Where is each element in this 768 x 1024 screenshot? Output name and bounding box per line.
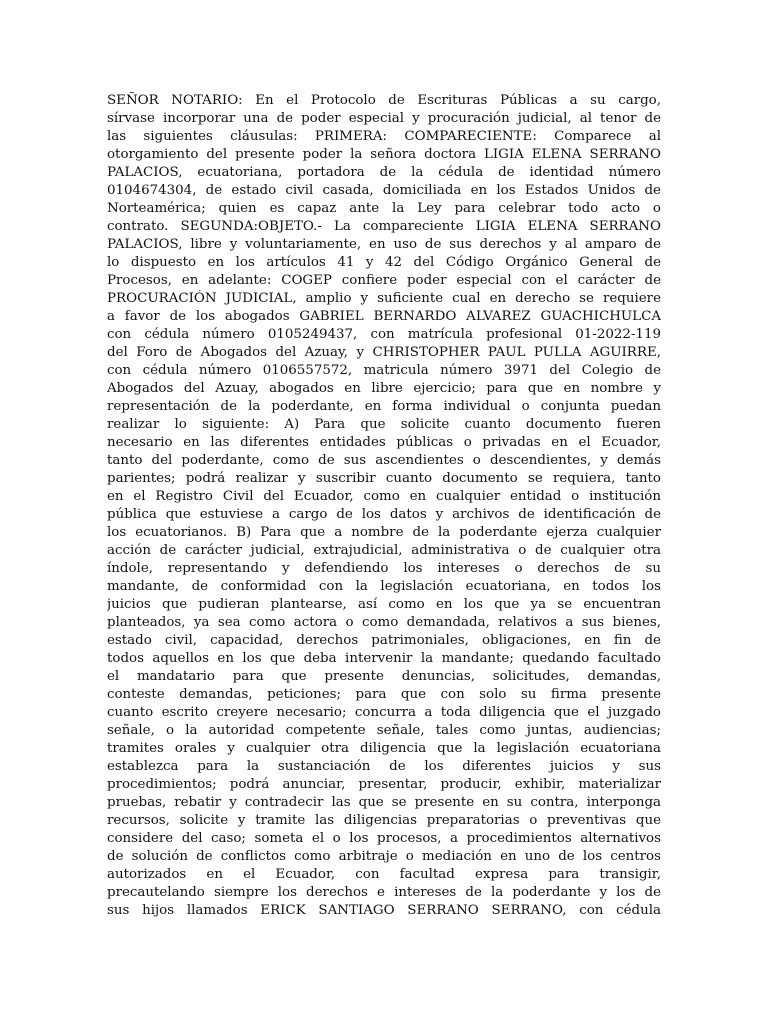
document-line: pruebas, rebatir y contradecir las que se presente en su contra, interponga xyxy=(107,795,661,810)
document-line: sírvase incorporar una de poder especial y procuración judicial, al tenor de xyxy=(107,111,661,126)
document-line: PALACIOS, libre y voluntariamente, en uso de sus derechos y al amparo de xyxy=(107,237,661,252)
document-line: considere del caso; someta el o los procesos, a procedimientos alternativos xyxy=(107,831,661,846)
document-line: sus hijos llamados ERICK SANTIAGO SERRANO SERRANO, con cédula xyxy=(107,903,661,918)
document-line: a favor de los abogados GABRIEL BERNARDO ALVAREZ GUACHICHULCA xyxy=(107,309,661,324)
document-line: contrato. SEGUNDA:OBJETO.- La compareciente LIGIA ELENA SERRANO xyxy=(107,219,661,234)
document-line: tanto del poderdante, como de sus ascendientes o descendientes, y demás xyxy=(107,453,661,468)
document-line: mandante, de conformidad con la legislación ecuatoriana, en todos los xyxy=(107,579,661,594)
document-line: todos aquellos en los que deba intervenir la mandante; quedando facultado xyxy=(107,651,661,666)
document-line: SEÑOR NOTARIO: En el Protocolo de Escrituras Públicas a su cargo, xyxy=(107,93,661,108)
document-line: índole, representando y defendiendo los intereses o derechos de su xyxy=(107,561,661,576)
document-line: representación de la poderdante, en forma individual o conjunta puedan xyxy=(107,399,661,414)
document-line: necesario en las diferentes entidades públicas o privadas en el Ecuador, xyxy=(107,435,661,450)
document-line: Abogados del Azuay, abogados en libre ejercicio; para que en nombre y xyxy=(107,381,661,396)
document-line: juicios que pudieran plantearse, así como en los que ya se encuentran xyxy=(107,597,661,612)
document-line: conteste demandas, peticiones; para que con solo su firma presente xyxy=(107,687,661,702)
document-line: precautelando siempre los derechos e intereses de la poderdante y los de xyxy=(107,885,661,900)
document-body xyxy=(107,92,661,920)
document-line: PALACIOS, ecuatoriana, portadora de la cédula de identidad número xyxy=(107,165,661,180)
document-line: realizar lo siguiente: A) Para que solicite cuanto documento fueren xyxy=(107,417,661,432)
document-line: el mandatario para que presente denuncias, solicitudes, demandas, xyxy=(107,669,661,684)
document-line: con cédula número 0106557572, matricula número 3971 del Colegio de xyxy=(107,363,661,378)
document-line: PROCURACIÓN JUDICIAL, amplio y suficiente cual en derecho se requiere xyxy=(107,291,661,306)
document-line: las siguientes cláusulas: PRIMERA: COMPARECIENTE: Comparece al xyxy=(107,129,661,144)
document-line: 0104674304, de estado civil casada, domiciliada en los Estados Unidos de xyxy=(107,183,661,198)
document-line: acción de carácter judicial, extrajudicial, administrativa o de cualquier otra xyxy=(107,543,661,558)
document-line: Procesos, en adelante: COGEP confiere poder especial con el carácter de xyxy=(107,273,661,288)
document-line: de solución de conflictos como arbitraje o mediación en uno de los centros xyxy=(107,849,661,864)
document-line: otorgamiento del presente poder la señora doctora LIGIA ELENA SERRANO xyxy=(107,147,661,162)
document-line: Norteamérica; quien es capaz ante la Ley para celebrar todo acto o xyxy=(107,201,661,216)
document-line: del Foro de Abogados del Azuay, y CHRISTOPHER PAUL PULLA AGUIRRE, xyxy=(107,345,661,360)
document-line: señale, o la autoridad competente señale, tales como juntas, audiencias; xyxy=(107,723,661,738)
document-line: pública que estuviese a cargo de los datos y archivos de identificación de xyxy=(107,507,661,522)
document-line: planteados, ya sea como actora o como demandada, relativos a sus bienes, xyxy=(107,615,661,630)
document-line: los ecuatorianos. B) Para que a nombre de la poderdante ejerza cualquier xyxy=(107,525,661,540)
document-line: cuanto escrito creyere necesario; concurra a toda diligencia que el juzgado xyxy=(107,705,661,720)
document-line: establezca para la sustanciación de los diferentes juicios y sus xyxy=(107,759,661,774)
document-line: lo dispuesto en los artículos 41 y 42 del Código Orgánico General de xyxy=(107,255,661,270)
document-line: recursos, solicite y tramite las diligencias preparatorias o preventivas que xyxy=(107,813,661,828)
document-line: tramites orales y cualquier otra diligencia que la legislación ecuatoriana xyxy=(107,741,661,756)
document-line: en el Registro Civil del Ecuador, como en cualquier entidad o institución xyxy=(107,489,661,504)
document-line: con cédula número 0105249437, con matrícula profesional 01-2022-119 xyxy=(107,327,661,342)
document-line: autorizados en el Ecuador, con facultad expresa para transigir, xyxy=(107,867,661,882)
document-line: procedimientos; podrá anunciar, presentar, producir, exhibir, materializar xyxy=(107,777,661,792)
document-line: estado civil, capacidad, derechos patrimoniales, obligaciones, en fin de xyxy=(107,633,661,648)
document-line: parientes; podrá realizar y suscribir cuanto documento se requiera, tanto xyxy=(107,471,661,486)
